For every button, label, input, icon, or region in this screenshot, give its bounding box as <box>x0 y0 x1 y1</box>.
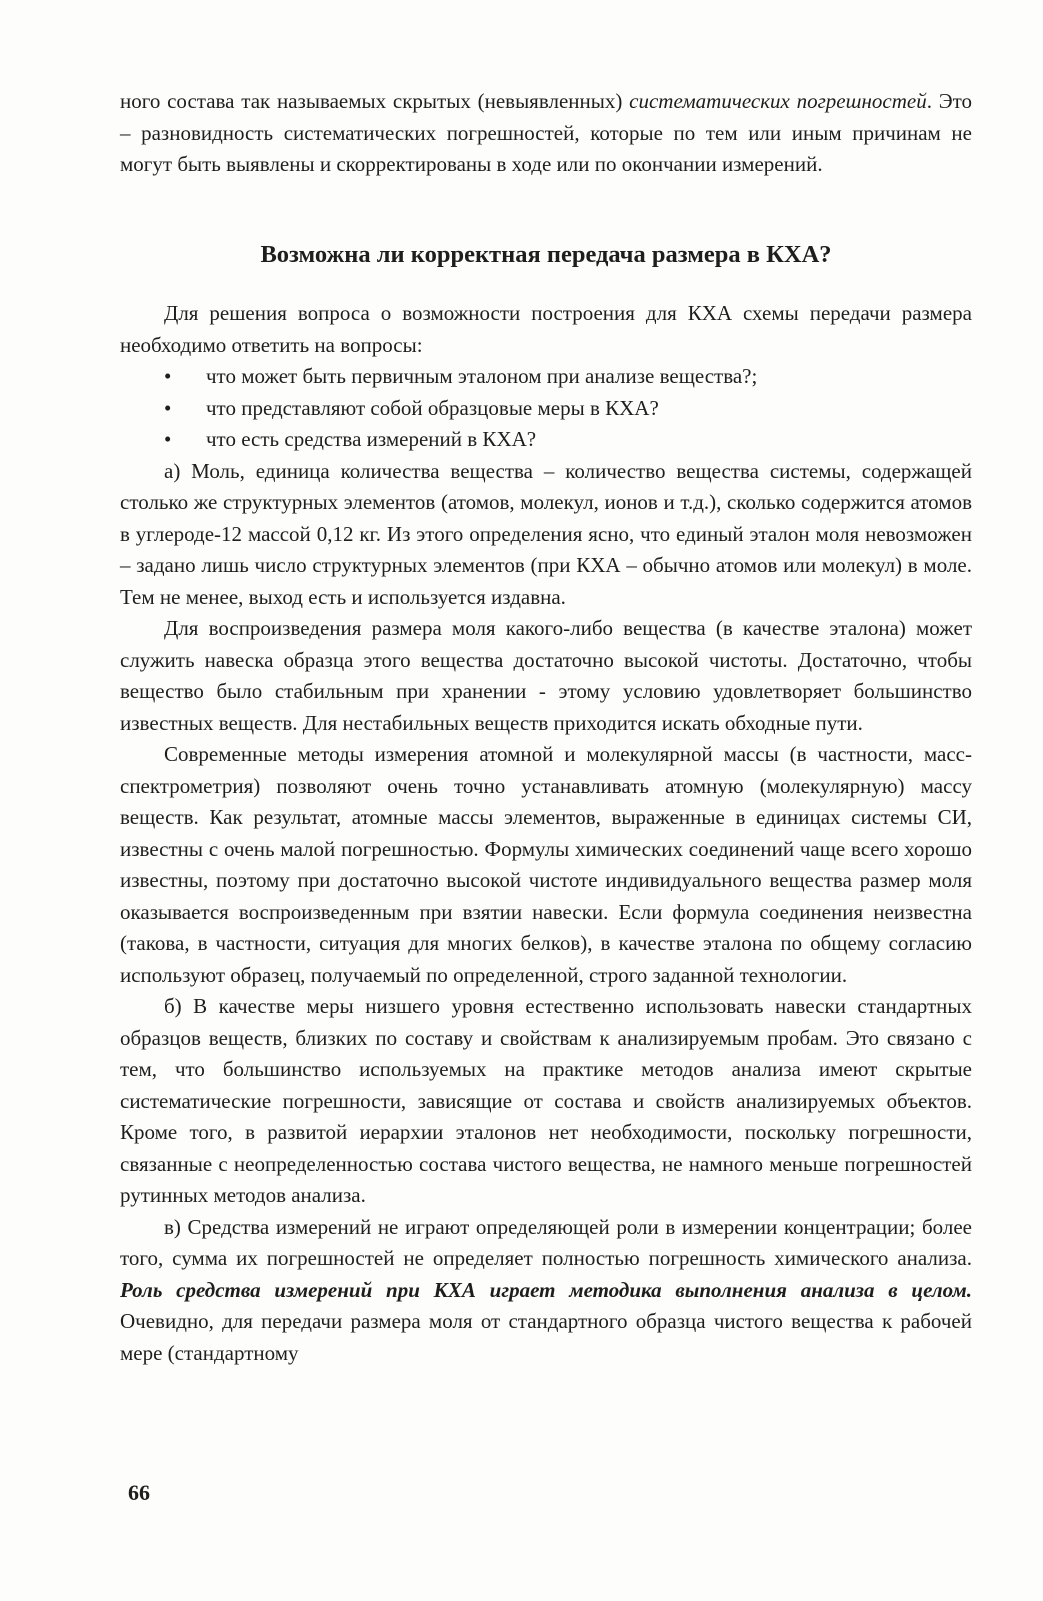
list-item-text: что может быть первичным эталоном при анализе вещества?; <box>206 364 758 388</box>
top-paragraph-text-after: . Это – разновидность систематических погрешностей, которые по тем или иным причинам не могут быть выявлены и скорректированы в ходе или по окончании измерений. <box>120 89 973 176</box>
paragraph-a: а) Моль, единица количества вещества – количество вещества системы, содержащей столько же структурных элементов (атомов, молекул, ионов и т.д.), сколько содержится атомов в углероде-12 массой 0,12 кг. Из этого определения ясно, что единый эталон моля невозможен – задано лишь число структурных элементов (при КХА – обычно атомов или молекул) в моле. Тем не менее, выход есть и используется издавна. <box>120 458 972 609</box>
paragraph-modern-methods: Современные методы измерения атомной и молекулярной массы (в частности, масс-спектрометрия) позволяют очень точно устанавливать атомную (молекулярную) массу веществ. Как результат, атомные массы элементов, выраженные в единицах системы СИ, известны с очень малой погрешностью. Формулы химических соединений чаще всего хорошо известны, поэтому при достаточно высокой чистоте индивидуального вещества размер моля оказывается воспроизведенным при взятии навески. Если формула соединения неизвестна (такова, в частности, ситуация для многих белков), в качестве эталона по общему согласию используют образец, получаемый по определенной, строго заданной технологии. <box>120 742 972 987</box>
bullet-icon: • <box>164 364 172 388</box>
paragraph-standard-reproduction: Для воспроизведения размера моля какого-либо вещества (в качестве эталона) может служить навеска образца этого вещества достаточно высокой чистоты. Достаточно, чтобы вещество было стабильным при хранении - этому условию удовлетворяет большинство известных веществ. Для нестабильных веществ приходится искать обходные пути. <box>120 616 972 735</box>
list-item-text: что есть средства измерений в КХА? <box>206 427 537 451</box>
question-list <box>120 361 972 456</box>
bullet-icon: • <box>164 395 172 420</box>
section-heading: Возможна ли корректная передача размера в КХА? <box>260 241 832 268</box>
top-paragraph-italic-term: систематических погрешностей <box>629 89 927 113</box>
page-number: 66 <box>128 1480 150 1505</box>
list-item <box>120 424 972 456</box>
paragraph-b: б) В качестве меры низшего уровня естественно использовать навески стандартных образцов веществ, близких по составу и свойствам к анализируемым пробам. Это связано с тем, что большинство используемых на практике методов анализа имеют скрытые систематические погрешности, зависящие от состава и свойств анализируемых объектов. Кроме того, в развитой иерархии эталонов нет необходимости, поскольку погрешности, связанные с неопределенностью состава чистого вещества, не намного меньше погрешностей рутинных методов анализа. <box>120 994 972 1207</box>
paragraph-c-text-after: Очевидно, для передачи размера моля от стандартного образца чистого вещества к рабочей мере (стандартному <box>120 1309 972 1365</box>
top-paragraph-text-before: ного состава так называемых скрытых (невыявленных) <box>120 89 630 113</box>
paragraph-c <box>120 1212 972 1370</box>
paragraph-c-text-before: в) Средства измерений не играют определяющей роли в измерении концентрации; более того, сумма их погрешностей не определяет полностью погрешность химического анализа. <box>120 1214 972 1270</box>
list-item <box>120 393 972 425</box>
top-paragraph <box>120 86 972 181</box>
list-item-text: что представляют собой образцовые меры в КХА? <box>206 395 659 420</box>
paragraph-c-emphasis: Роль средства измерений при КХА играет методика выполнения анализа в целом. <box>120 1277 972 1302</box>
main-body <box>120 298 972 1369</box>
bullet-icon: • <box>164 427 172 451</box>
intro-paragraph: Для решения вопроса о возможности построения для КХА схемы передачи размера необходимо ответить на вопросы: <box>120 301 972 357</box>
list-item <box>120 361 972 393</box>
